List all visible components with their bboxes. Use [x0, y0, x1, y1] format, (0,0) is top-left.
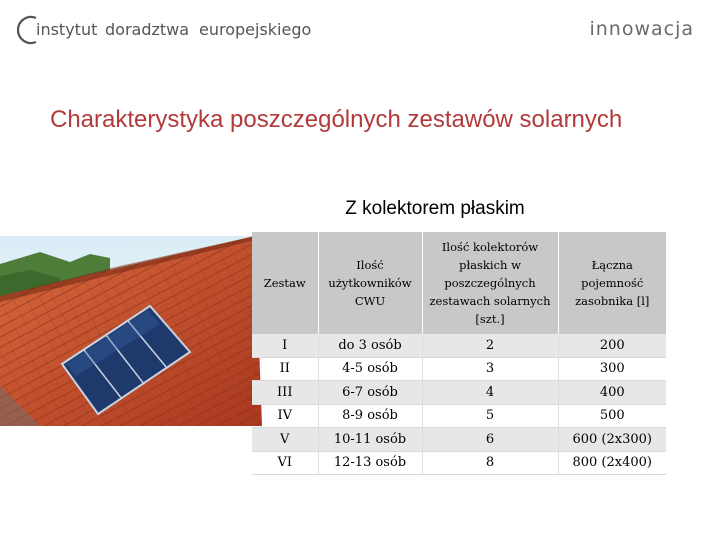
cell-capacity: 300: [599, 361, 625, 377]
slide-title: Charakterystyka poszczególnych zestawów solarnych: [50, 106, 623, 133]
cell-collectors: 2: [422, 334, 558, 357]
cell-collectors: 6: [422, 428, 558, 452]
brand-word-1: instytut: [36, 20, 98, 39]
brand-word-3: europejskiego: [199, 20, 312, 39]
table-row: [252, 357, 666, 381]
header-users: Ilość użytkowników CWU: [318, 232, 422, 334]
table-row: [252, 381, 666, 405]
cell-users: 10-11 osób: [318, 428, 422, 452]
cell-users: 6-7 osób: [318, 381, 422, 405]
header-zestaw: Zestaw: [252, 232, 318, 334]
header: [0, 0, 720, 60]
solar-sets-table: [252, 232, 666, 475]
slide-subtitle: Z kolektorem płaskim: [345, 198, 525, 219]
table-header-row: [252, 232, 666, 334]
table-row: [252, 404, 666, 428]
table-row: [252, 334, 666, 357]
cell-capacity: 400: [558, 381, 666, 405]
cell-users: 4-5 osób: [318, 357, 422, 381]
cell-set: VI: [252, 451, 318, 475]
cell-set: II: [252, 357, 318, 381]
cell-capacity: 200: [558, 334, 666, 357]
cell-capacity: 500: [599, 408, 625, 424]
cell-capacity: 600 (2x300): [558, 428, 666, 452]
cell-capacity: 800 (2x400): [572, 455, 652, 471]
cell-set: IV: [252, 404, 318, 428]
cell-collectors: 3: [422, 357, 558, 381]
header-collectors: Ilość kolektorów płaskich w poszczególnych zestawach solarnych [szt.]: [422, 232, 558, 334]
cell-users: do 3 osób: [318, 334, 422, 357]
solar-roof-photo: [0, 236, 262, 426]
table-row: [252, 451, 666, 475]
cell-collectors: 5: [422, 404, 558, 428]
cell-set: V: [252, 428, 318, 452]
cell-collectors: 4: [422, 381, 558, 405]
brand-word-2: doradztwa: [105, 20, 190, 39]
cell-set: I: [252, 334, 318, 357]
table-row: [252, 428, 666, 452]
cell-users: 12-13 osób: [318, 451, 422, 475]
cell-collectors: 8: [422, 451, 558, 475]
cell-users: 8-9 osób: [318, 404, 422, 428]
header-capacity: Łączna pojemność zasobnika [l]: [558, 232, 666, 334]
tagline: innowacja: [589, 18, 694, 40]
cell-set: III: [252, 381, 318, 405]
